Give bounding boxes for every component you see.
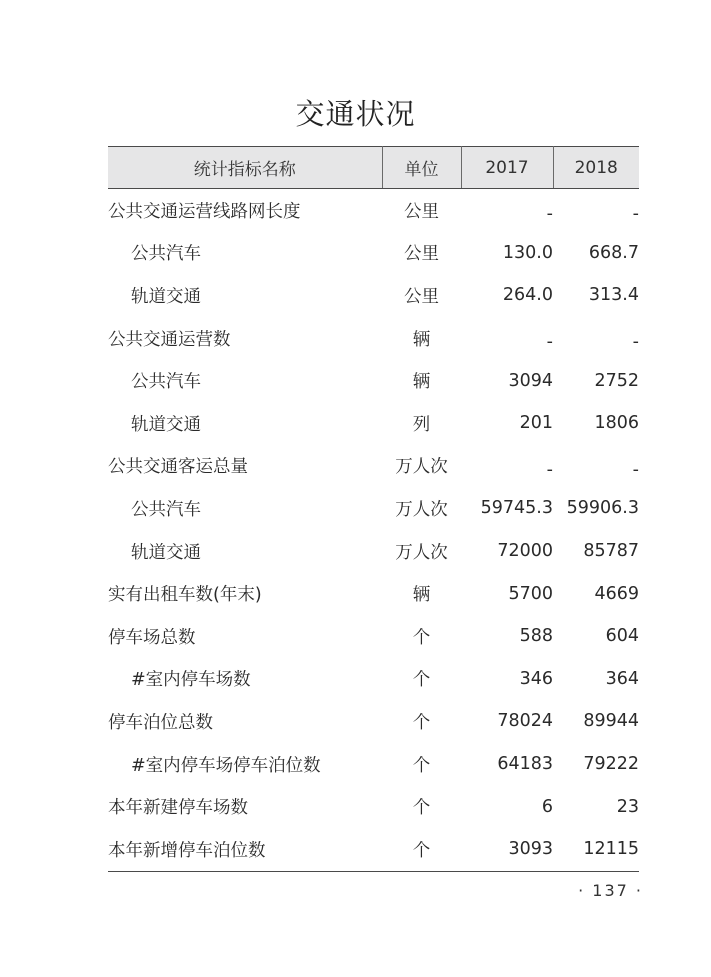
table-row bbox=[108, 700, 639, 743]
row-value-2017 bbox=[461, 487, 553, 530]
table-header bbox=[108, 147, 639, 189]
table-row bbox=[108, 402, 639, 445]
row-value-2017 bbox=[461, 189, 553, 232]
row-value-2017-text: 130.0 bbox=[502, 242, 553, 263]
row-value-2017 bbox=[461, 828, 553, 871]
row-unit-text: 列 bbox=[412, 414, 431, 435]
row-unit bbox=[382, 828, 461, 871]
row-indicator-name-text: 公共汽车 bbox=[131, 244, 201, 265]
row-unit-text: 个 bbox=[412, 755, 431, 776]
row-indicator-name-text: 停车场总数 bbox=[108, 627, 196, 648]
row-indicator-name bbox=[108, 189, 382, 232]
row-unit bbox=[382, 785, 461, 828]
row-value-2017 bbox=[461, 743, 553, 786]
row-indicator-name-text: 本年新建停车场数 bbox=[108, 798, 248, 819]
table-row bbox=[108, 530, 639, 573]
row-value-2018 bbox=[553, 700, 639, 743]
row-value-2017-text: 64183 bbox=[497, 754, 553, 775]
row-value-2017-text: 588 bbox=[519, 626, 553, 647]
page-title: 交通状况 bbox=[295, 97, 416, 131]
row-indicator-name bbox=[108, 785, 382, 828]
row-value-2017 bbox=[461, 445, 553, 488]
row-unit-text: 辆 bbox=[412, 585, 431, 606]
row-value-2017-text: - bbox=[546, 204, 553, 225]
row-value-2018 bbox=[553, 530, 639, 573]
row-value-2018 bbox=[553, 232, 639, 275]
row-indicator-name bbox=[108, 317, 382, 360]
row-value-2017 bbox=[461, 402, 553, 445]
row-indicator-name bbox=[108, 445, 382, 488]
table-row bbox=[108, 232, 639, 275]
row-indicator-name bbox=[108, 828, 382, 871]
row-unit bbox=[382, 232, 461, 275]
row-value-2017 bbox=[461, 785, 553, 828]
row-indicator-name bbox=[108, 572, 382, 615]
row-unit-text: 公里 bbox=[404, 201, 439, 222]
table-row bbox=[108, 274, 639, 317]
row-value-2017-text: 6 bbox=[541, 796, 553, 817]
table-row bbox=[108, 828, 639, 871]
row-indicator-name-text: 公共交通运营数 bbox=[108, 329, 231, 350]
page-number: · 137 · bbox=[578, 881, 643, 900]
row-value-2017-text: - bbox=[546, 332, 553, 353]
row-value-2018-text: 604 bbox=[605, 626, 639, 647]
row-value-2017 bbox=[461, 700, 553, 743]
table-row bbox=[108, 572, 639, 615]
header-unit: 单位 bbox=[382, 147, 461, 189]
row-unit bbox=[382, 189, 461, 232]
row-indicator-name bbox=[108, 232, 382, 275]
row-indicator-name-text: #室内停车场停车泊位数 bbox=[131, 755, 321, 776]
table-row bbox=[108, 445, 639, 488]
row-unit-text: 万人次 bbox=[395, 499, 448, 520]
table-row bbox=[108, 743, 639, 786]
row-value-2017-text: 346 bbox=[519, 668, 553, 689]
row-value-2017-text: - bbox=[546, 459, 553, 480]
row-value-2017 bbox=[461, 658, 553, 701]
row-value-2018-text: 59906.3 bbox=[566, 498, 639, 519]
table-row bbox=[108, 785, 639, 828]
row-value-2017 bbox=[461, 359, 553, 402]
row-unit bbox=[382, 572, 461, 615]
traffic-stats-table bbox=[108, 146, 639, 872]
row-unit bbox=[382, 743, 461, 786]
row-indicator-name bbox=[108, 658, 382, 701]
header-indicator-name: 统计指标名称 bbox=[108, 147, 382, 189]
row-value-2018 bbox=[553, 615, 639, 658]
row-value-2018 bbox=[553, 317, 639, 360]
row-value-2018-text: 668.7 bbox=[588, 242, 639, 263]
row-unit-text: 个 bbox=[412, 840, 431, 861]
row-value-2017-text: 264.0 bbox=[502, 285, 553, 306]
row-unit bbox=[382, 445, 461, 488]
row-indicator-name bbox=[108, 743, 382, 786]
row-indicator-name-text: 本年新增停车泊位数 bbox=[108, 840, 266, 861]
row-indicator-name-text: 停车泊位总数 bbox=[108, 712, 213, 733]
row-value-2017 bbox=[461, 572, 553, 615]
row-value-2018 bbox=[553, 828, 639, 871]
row-value-2018-text: 85787 bbox=[583, 541, 639, 562]
row-value-2018 bbox=[553, 189, 639, 232]
row-unit bbox=[382, 487, 461, 530]
row-value-2018-text: - bbox=[632, 204, 639, 225]
row-value-2018-text: 313.4 bbox=[588, 285, 639, 306]
row-value-2018-text: 2752 bbox=[594, 370, 639, 391]
row-unit bbox=[382, 274, 461, 317]
row-value-2017-text: 3094 bbox=[508, 370, 553, 391]
header-year-2018: 2018 bbox=[553, 147, 639, 189]
row-indicator-name-text: 轨道交通 bbox=[131, 286, 201, 307]
row-value-2018-text: 364 bbox=[605, 668, 639, 689]
row-indicator-name bbox=[108, 274, 382, 317]
row-unit-text: 公里 bbox=[404, 244, 439, 265]
row-unit-text: 个 bbox=[412, 670, 431, 691]
row-value-2018-text: - bbox=[632, 332, 639, 353]
row-value-2017 bbox=[461, 232, 553, 275]
row-indicator-name-text: 公共交通运营线路网长度 bbox=[108, 201, 301, 222]
row-indicator-name bbox=[108, 487, 382, 530]
row-indicator-name-text: #室内停车场数 bbox=[131, 670, 251, 691]
row-unit bbox=[382, 700, 461, 743]
row-value-2017-text: 78024 bbox=[497, 711, 553, 732]
row-value-2018 bbox=[553, 743, 639, 786]
row-indicator-name-text: 轨道交通 bbox=[131, 542, 201, 563]
row-indicator-name bbox=[108, 700, 382, 743]
row-indicator-name bbox=[108, 359, 382, 402]
row-value-2017 bbox=[461, 274, 553, 317]
row-unit bbox=[382, 317, 461, 360]
row-indicator-name bbox=[108, 615, 382, 658]
row-value-2017 bbox=[461, 615, 553, 658]
row-indicator-name-text: 公共汽车 bbox=[131, 372, 201, 393]
header-year-2017: 2017 bbox=[461, 147, 553, 189]
table-row bbox=[108, 317, 639, 360]
row-value-2017-text: 5700 bbox=[508, 583, 553, 604]
row-indicator-name-text: 公共汽车 bbox=[131, 499, 201, 520]
row-unit bbox=[382, 615, 461, 658]
row-value-2017 bbox=[461, 530, 553, 573]
row-unit-text: 万人次 bbox=[395, 457, 448, 478]
row-unit-text: 公里 bbox=[404, 286, 439, 307]
row-value-2018-text: 23 bbox=[616, 796, 639, 817]
row-value-2018 bbox=[553, 572, 639, 615]
table-row bbox=[108, 615, 639, 658]
row-value-2017-text: 59745.3 bbox=[480, 498, 553, 519]
row-unit-text: 个 bbox=[412, 712, 431, 733]
row-indicator-name-text: 公共交通客运总量 bbox=[108, 457, 248, 478]
row-indicator-name bbox=[108, 402, 382, 445]
row-indicator-name bbox=[108, 530, 382, 573]
row-value-2017-text: 201 bbox=[519, 413, 553, 434]
row-unit-text: 辆 bbox=[412, 329, 431, 350]
row-indicator-name-text: 轨道交通 bbox=[131, 414, 201, 435]
row-indicator-name-text: 实有出租车数(年末) bbox=[108, 585, 262, 606]
row-value-2018-text: 79222 bbox=[583, 754, 639, 775]
row-value-2018-text: 12115 bbox=[583, 839, 639, 860]
row-unit-text: 个 bbox=[412, 798, 431, 819]
table-row bbox=[108, 487, 639, 530]
row-value-2018-text: 4669 bbox=[594, 583, 639, 604]
row-value-2017-text: 72000 bbox=[497, 541, 553, 562]
row-unit-text: 万人次 bbox=[395, 542, 448, 563]
row-unit bbox=[382, 359, 461, 402]
row-unit bbox=[382, 658, 461, 701]
row-unit-text: 辆 bbox=[412, 372, 431, 393]
row-value-2018 bbox=[553, 658, 639, 701]
row-value-2018 bbox=[553, 359, 639, 402]
header-row bbox=[108, 147, 639, 189]
row-value-2018-text: - bbox=[632, 459, 639, 480]
row-value-2018 bbox=[553, 274, 639, 317]
row-value-2017 bbox=[461, 317, 553, 360]
row-value-2018 bbox=[553, 785, 639, 828]
row-value-2018-text: 89944 bbox=[583, 711, 639, 732]
row-value-2018 bbox=[553, 487, 639, 530]
row-unit bbox=[382, 530, 461, 573]
row-unit-text: 个 bbox=[412, 627, 431, 648]
row-value-2018-text: 1806 bbox=[594, 413, 639, 434]
table-body bbox=[108, 189, 639, 872]
row-value-2018 bbox=[553, 402, 639, 445]
table-row bbox=[108, 658, 639, 701]
row-value-2018 bbox=[553, 445, 639, 488]
row-value-2017-text: 3093 bbox=[508, 839, 553, 860]
table-row bbox=[108, 359, 639, 402]
table-row bbox=[108, 189, 639, 232]
row-unit bbox=[382, 402, 461, 445]
